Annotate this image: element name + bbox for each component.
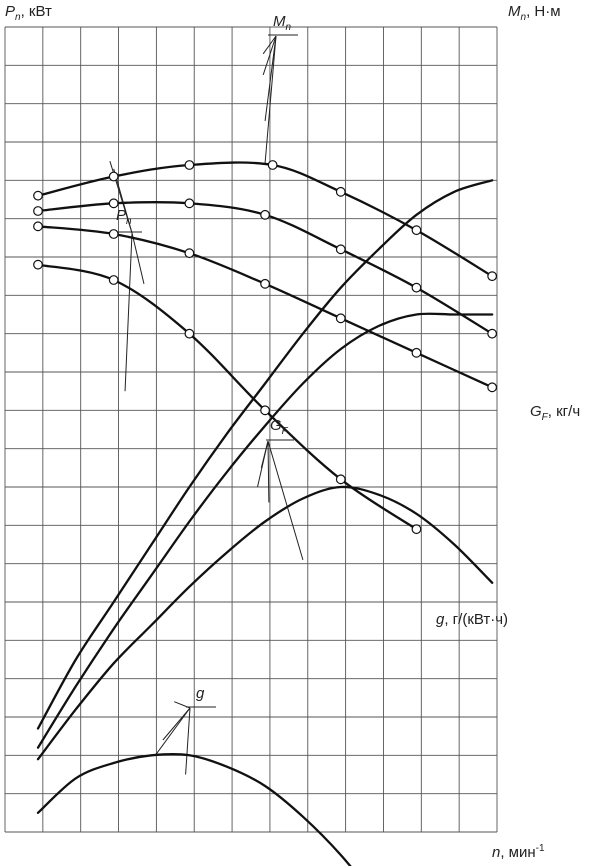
- marker-mn: [336, 188, 345, 197]
- marker-mn: [185, 249, 194, 258]
- leader-line: [174, 702, 190, 708]
- curve-pn-5: [38, 314, 492, 748]
- curve-mn-2: [38, 226, 492, 387]
- grid: [5, 27, 497, 832]
- marker-mn: [34, 191, 43, 200]
- left-axis-label: $P_n$, кВт: [5, 3, 52, 23]
- marker-mn: [268, 161, 277, 170]
- marker-mn: [109, 230, 118, 239]
- marker-mn: [109, 172, 118, 181]
- marker-mn: [261, 406, 270, 415]
- pn-annotation: $P_n$: [116, 207, 132, 227]
- right-axis-label: $M_n$, Н·м: [508, 3, 561, 23]
- g-axis-label: g, г/(кВт·ч): [436, 611, 509, 628]
- leader-line: [265, 36, 276, 163]
- gf-axis-label: $G_F$, кг/ч: [530, 403, 581, 423]
- mn-annotation: $M_n$: [273, 13, 292, 33]
- marker-mn: [336, 245, 345, 254]
- x-axis-label: n, мин$^{-1}$: [492, 843, 545, 861]
- marker-mn: [336, 475, 345, 484]
- marker-mn: [34, 207, 43, 216]
- leader-line: [268, 441, 269, 502]
- marker-mn: [488, 383, 497, 392]
- curve-pn-6: [38, 487, 492, 759]
- marker-mn: [412, 226, 421, 235]
- curve-pn-7: [38, 754, 417, 866]
- g-annotation: g: [196, 685, 205, 702]
- marker-mn: [336, 314, 345, 323]
- marker-mn: [34, 260, 43, 269]
- marker-mn: [488, 272, 497, 281]
- gf-annotation: $G_F$: [270, 417, 288, 437]
- leader-line: [155, 708, 190, 755]
- leader-line: [258, 441, 268, 487]
- leader-line: [186, 708, 190, 775]
- marker-mn: [109, 276, 118, 285]
- marker-mn: [412, 283, 421, 292]
- marker-mn: [185, 199, 194, 208]
- marker-mn: [412, 525, 421, 534]
- curves: [38, 163, 492, 866]
- marker-mn: [488, 329, 497, 338]
- marker-mn: [261, 280, 270, 289]
- marker-mn: [261, 211, 270, 220]
- marker-mn: [185, 329, 194, 338]
- marker-mn: [185, 161, 194, 170]
- marker-mn: [412, 349, 421, 358]
- marker-mn: [34, 222, 43, 231]
- annotation-leaders: [110, 35, 303, 775]
- curve-markers: [34, 161, 497, 866]
